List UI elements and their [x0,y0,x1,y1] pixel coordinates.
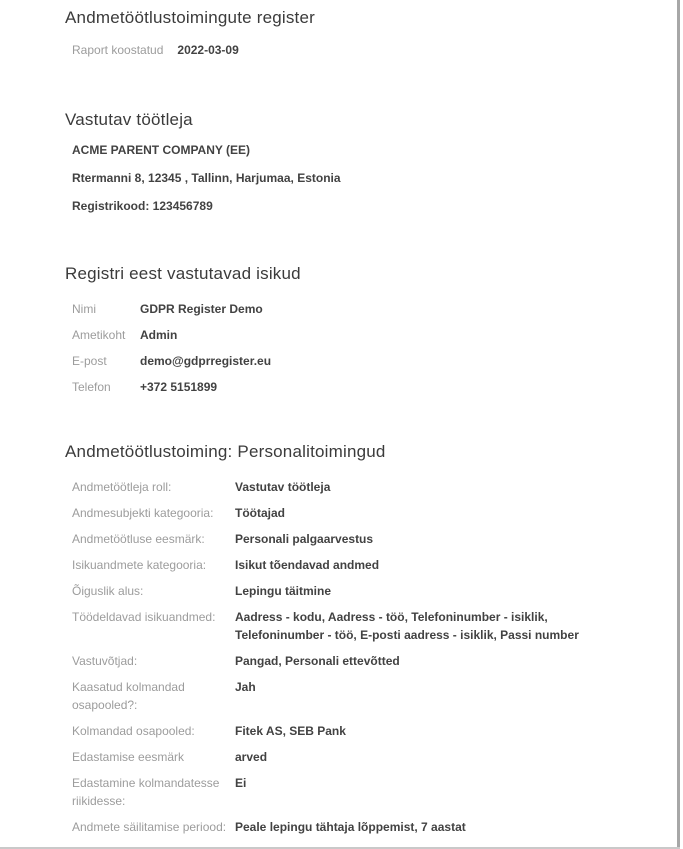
field-value: Peale lepingu tähtaja lõppemist, 7 aastat [235,820,466,834]
table-row [72,608,683,644]
field-label: Andmesubjekti kategooria: [72,506,214,520]
field-value: Töötajad [235,506,285,520]
controller-company-name: ACME PARENT COMPANY (EE) [72,143,251,157]
table-row [72,352,683,370]
page-edge-right [677,0,680,849]
field-label: Nimi [72,302,96,316]
table-row [72,722,683,740]
table-row [72,652,683,670]
field-value: +372 5151899 [140,380,218,394]
field-label: Edastamine kolmandatesse riikidesse: [72,776,220,808]
field-value: arved [235,750,268,764]
field-value: Lepingu täitmine [235,584,331,598]
field-value: Pangad, Personali ettevõtted [235,654,400,668]
field-label: Õiguslik alus: [72,584,144,598]
table-row [72,530,683,548]
field-value: Jah [235,680,256,694]
field-label: Telefon [72,380,111,394]
controller-section-heading: Vastutav töötleja [65,110,193,129]
controller-registry-code: Registrikood: 123456789 [72,199,213,213]
table-row [72,774,683,810]
field-label: Kaasatud kolmandad osapooled?: [72,680,185,712]
table-row [72,478,683,496]
field-value: Fitek AS, SEB Pank [235,724,346,738]
table-row [72,818,683,836]
field-label: Töödeldavad isikuandmed: [72,610,216,624]
table-row [72,378,683,396]
activity-table [65,478,683,836]
report-date-row [65,41,683,59]
table-row [72,748,683,766]
field-value: demo@gdprregister.eu [140,354,272,368]
activity-section-heading: Andmetöötlustoiming: Personalitoimingud [65,442,386,461]
table-row [72,504,683,522]
field-label: Andmetöötleja roll: [72,480,172,494]
field-label: Andmetöötluse eesmärk: [72,532,205,546]
persons-section-heading: Registri eest vastutavad isikud [65,264,301,283]
controller-details [65,141,683,215]
field-label: Kolmandad osapooled: [72,724,195,738]
field-value: Aadress - kodu, Aadress - töö, Telefoninumber - isiklik, Telefoninumber - töö, E-posti aadress - isiklik, Passi number [235,610,579,642]
field-label: Isikuandmete kategooria: [72,558,207,572]
field-value: Vastutav töötleja [235,480,331,494]
table-row [72,326,683,344]
field-value: Admin [140,328,178,342]
report-title: Andmetöötlustoimingute register [65,8,315,27]
field-value: GDPR Register Demo [140,302,263,316]
table-row [72,582,683,600]
field-value: Ei [235,776,247,790]
table-row [72,678,683,714]
field-label: Edastamise eesmärk [72,750,185,764]
field-label: Vastuvõtjad: [72,654,138,668]
controller-address: Rtermanni 8, 12345 , Tallinn, Harjumaa, Estonia [72,171,341,185]
table-row [72,556,683,574]
report-date-value: 2022-03-09 [177,43,239,57]
field-label: Andmete säilitamise periood: [72,820,227,834]
table-row [72,300,683,318]
report-date-label: Raport koostatud [72,43,164,57]
field-value: Isikut tõendavad andmed [235,558,380,572]
field-label: Ametikoht [72,328,126,342]
persons-table [65,300,683,396]
field-value: Personali palgaarvestus [235,532,374,546]
field-label: E-post [72,354,107,368]
